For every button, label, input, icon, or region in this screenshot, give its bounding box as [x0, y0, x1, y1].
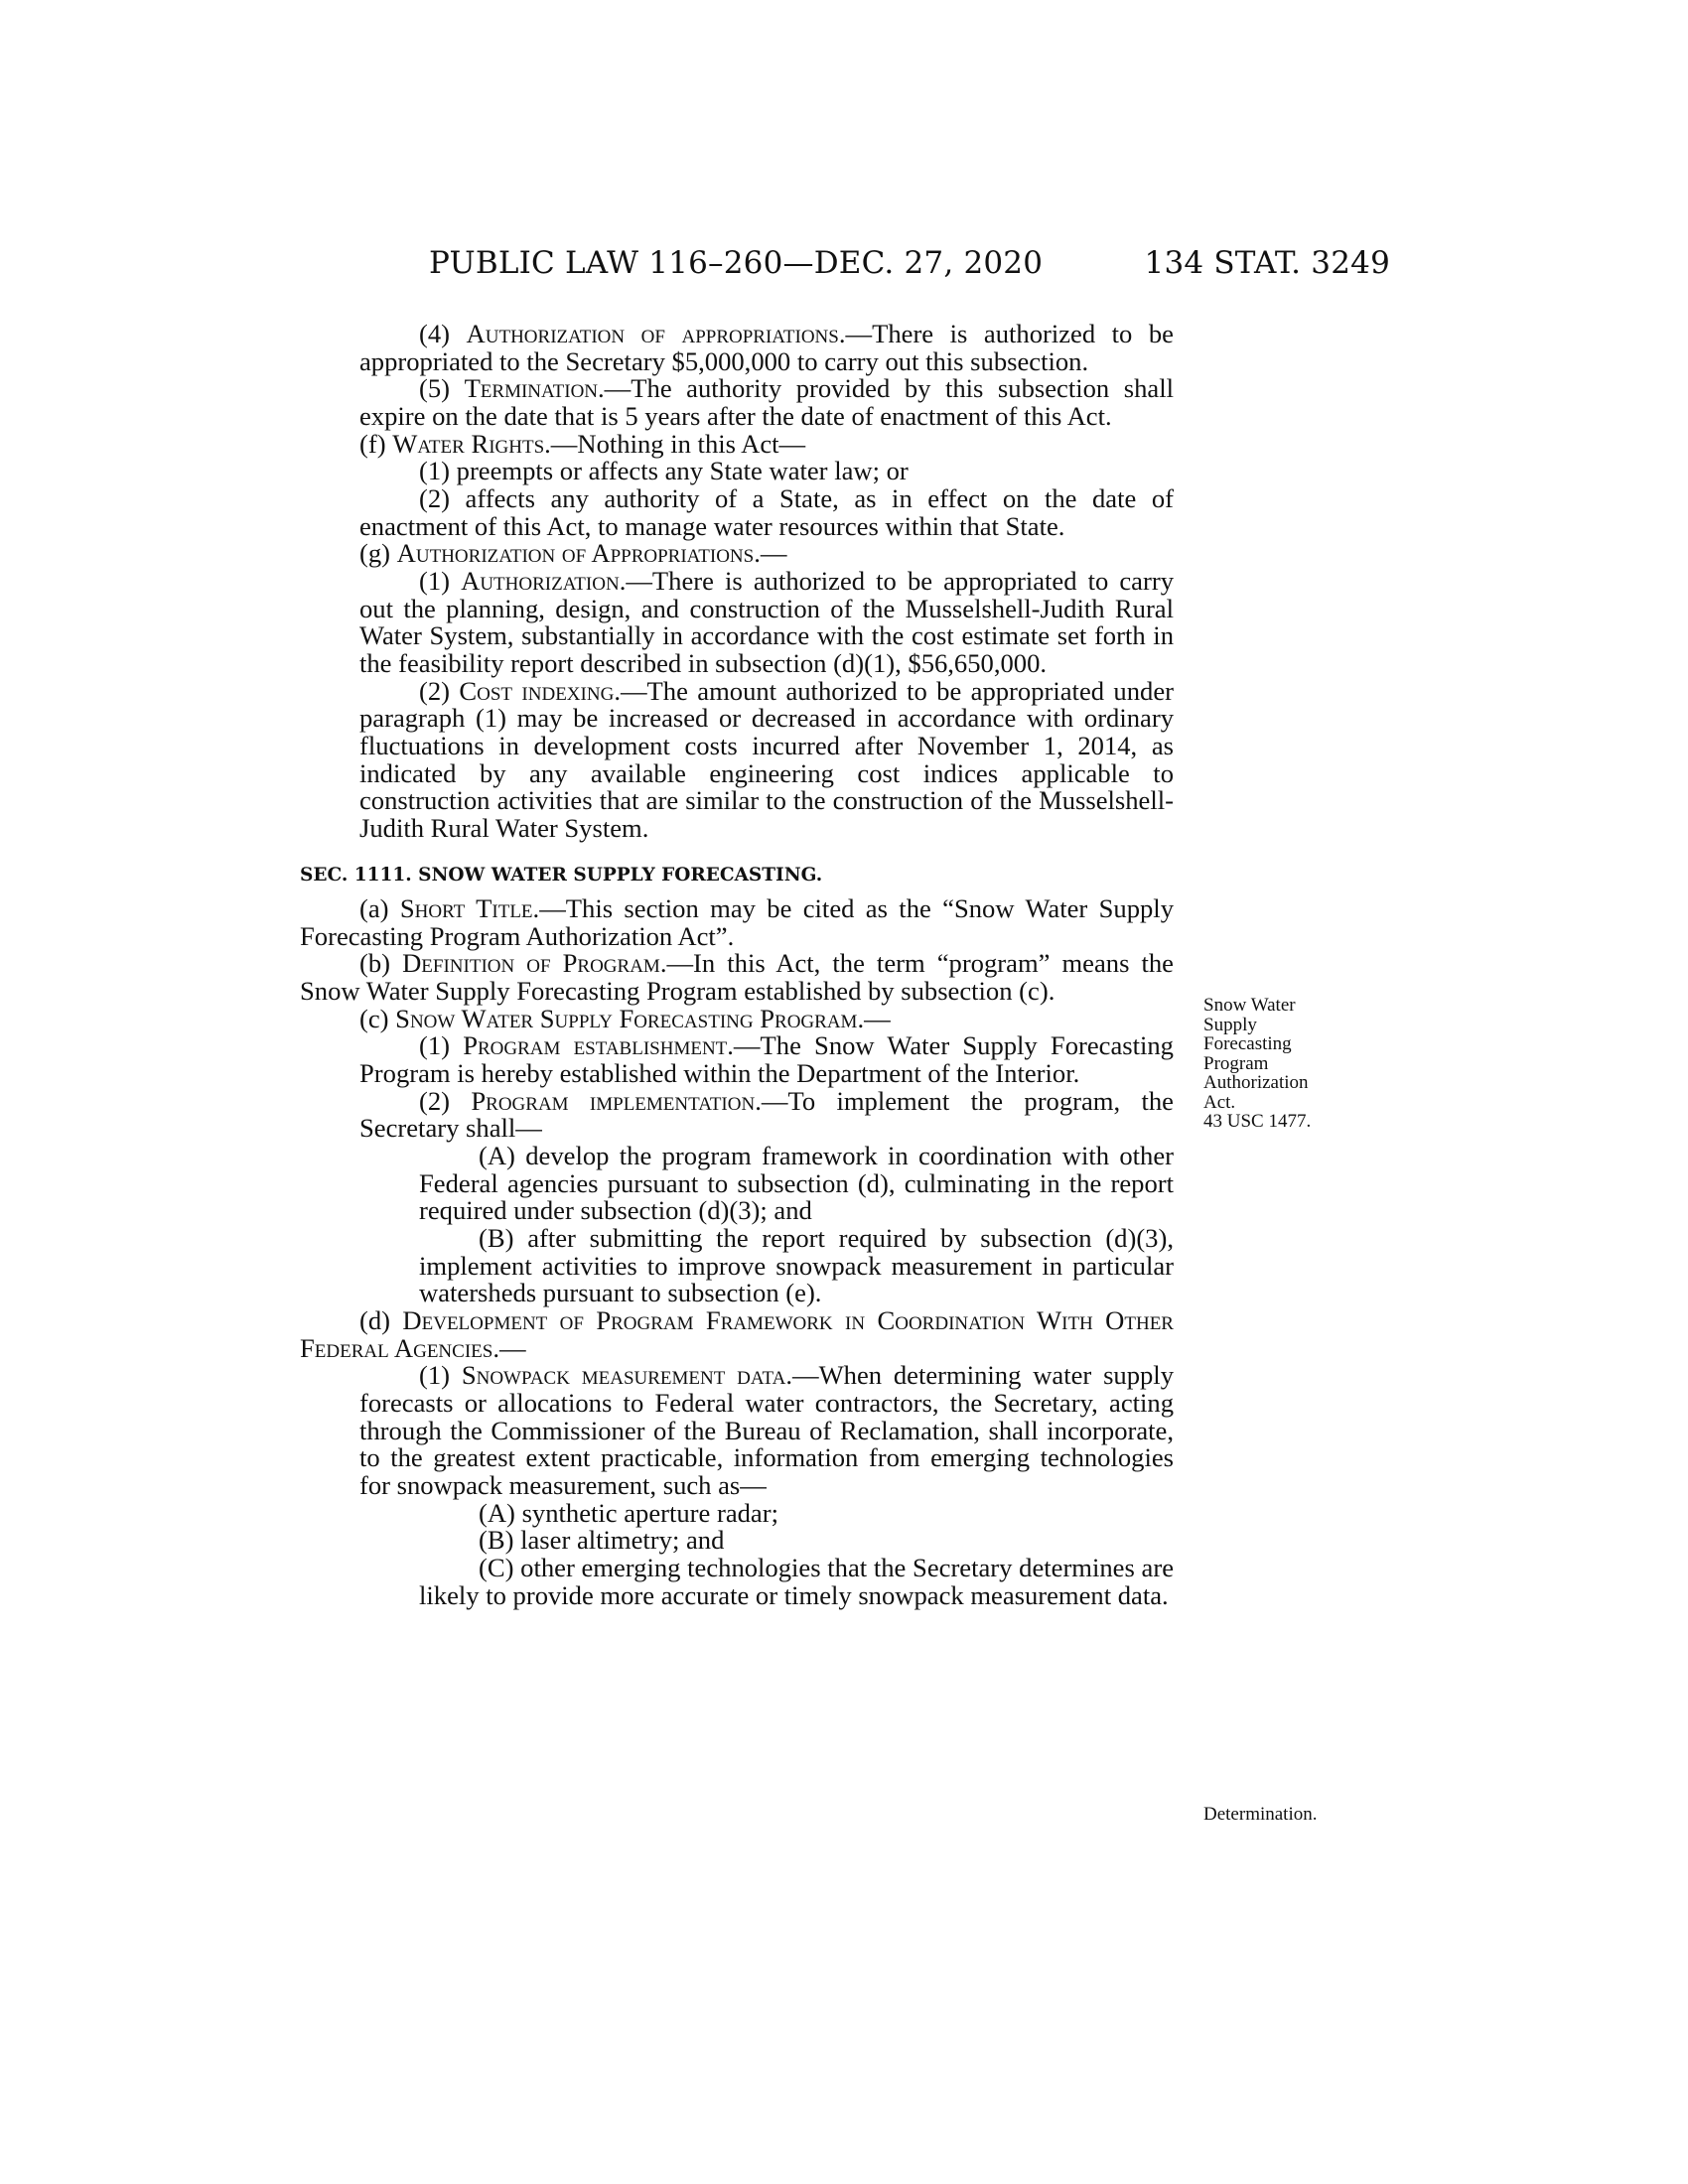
paragraph-e4: (4) Authorization of appropriations.—There is authorized to be appropriated to the Secretary $5,000,000 to carry out this subsection.: [359, 319, 1174, 376]
margin-note-line: Program: [1203, 1052, 1269, 1074]
margin-note-short-title: [1203, 996, 1311, 1132]
margin-note-line: Authorization: [1203, 1072, 1309, 1093]
subsection-b: (b) Definition of Program.—In this Act, the term “program” means the Snow Water Supply Forecasting Program established by subsection (c).: [300, 948, 1174, 1007]
subparagraph-d1A: (A) synthetic aperture radar;: [479, 1497, 778, 1528]
paragraph-f1: (1) preempts or affects any State water law; or: [419, 456, 909, 486]
paragraph-f2: (2) affects any authority of a State, as in effect on the date of enactment of this Act, to manage water resources within that State.: [359, 482, 1174, 541]
subsection-c: (c) Snow Water Supply Forecasting Program.—: [359, 1003, 891, 1033]
margin-note-determination: Determination.: [1203, 1804, 1318, 1825]
paragraph-d1: (1) Snowpack measurement data.—When determining water supply forecasts or allocations to Federal water contractors, the Secretary, acting through the Commissioner of the Bureau of Reclamation, shall incorporate, to the greatest extent practicable, information from emerging technologies for snowpack measurement, such as—: [359, 1360, 1174, 1500]
section-heading: SEC. 1111. SNOW WATER SUPPLY FORECASTING.: [300, 865, 823, 887]
margin-note-line: Supply: [1203, 1014, 1257, 1035]
running-head: PUBLIC LAW 116–260—DEC. 27, 2020: [429, 245, 1044, 281]
paragraph-c2: (2) Program implementation.—To implement the program, the Secretary shall—: [359, 1085, 1174, 1144]
paragraph-c1: (1) Program establishment.—The Snow Water Supply Forecasting Program is hereby established within the Department of the Interior.: [359, 1030, 1174, 1089]
subparagraph-d1B: (B) laser altimetry; and: [479, 1525, 725, 1556]
margin-note-usc-citation: 43 USC 1477.: [1203, 1111, 1312, 1132]
subparagraph-c2B: (B) after submitting the report required by subsection (d)(3), implement activities to improve snowpack measurement in particular watersheds pursuant to subsection (e).: [419, 1223, 1174, 1308]
paragraph-g1: (1) Authorization.—There is authorized to be appropriated to carry out the planning, design, and construction of the Musselshell-Judith Rural Water System, substantially in accordance with the cost estimate set forth in the feasibility report described in subsection (d)(1), $56,650,000.: [359, 565, 1174, 678]
paragraph-e5: (5) Termination.—The authority provided by this subsection shall expire on the date that is 5 years after the date of enactment of this Act.: [359, 373, 1174, 431]
statute-body: [300, 321, 1174, 1609]
subparagraph-d1C: (C) other emerging technologies that the Secretary determines are likely to provide more accurate or timely snowpack measurement data.: [419, 1552, 1174, 1610]
page-number: 134 STAT. 3249: [1144, 245, 1390, 281]
margin-note-line: Snow Water: [1203, 995, 1296, 1016]
subsection-f: (f) Water Rights.—Nothing in this Act—: [359, 428, 806, 459]
subparagraph-c2A: (A) develop the program framework in coordination with other Federal agencies pursuant to subsection (d), culminating in the report required under subsection (d)(3); and: [419, 1141, 1174, 1226]
margin-note-line: Forecasting: [1203, 1033, 1292, 1054]
subsection-d: (d) Development of Program Framework in Coordination With Other Federal Agencies.—: [300, 1304, 1174, 1363]
subsection-g: (g) Authorization of Appropriations.—: [359, 538, 787, 569]
margin-note-line: Act.: [1203, 1091, 1236, 1113]
subsection-a: (a) Short Title.—This section may be cited as the “Snow Water Supply Forecasting Program Authorization Act”.: [300, 893, 1174, 951]
paragraph-g2: (2) Cost indexing.—The amount authorized to be appropriated under paragraph (1) may be increased or decreased in accordance with ordinary fluctuations in development costs incurred after November 1, 2014, as indicated by any available engineering cost indices applicable to construction activities that are similar to the construction of the Musselshell-Judith Rural Water System.: [359, 675, 1174, 843]
